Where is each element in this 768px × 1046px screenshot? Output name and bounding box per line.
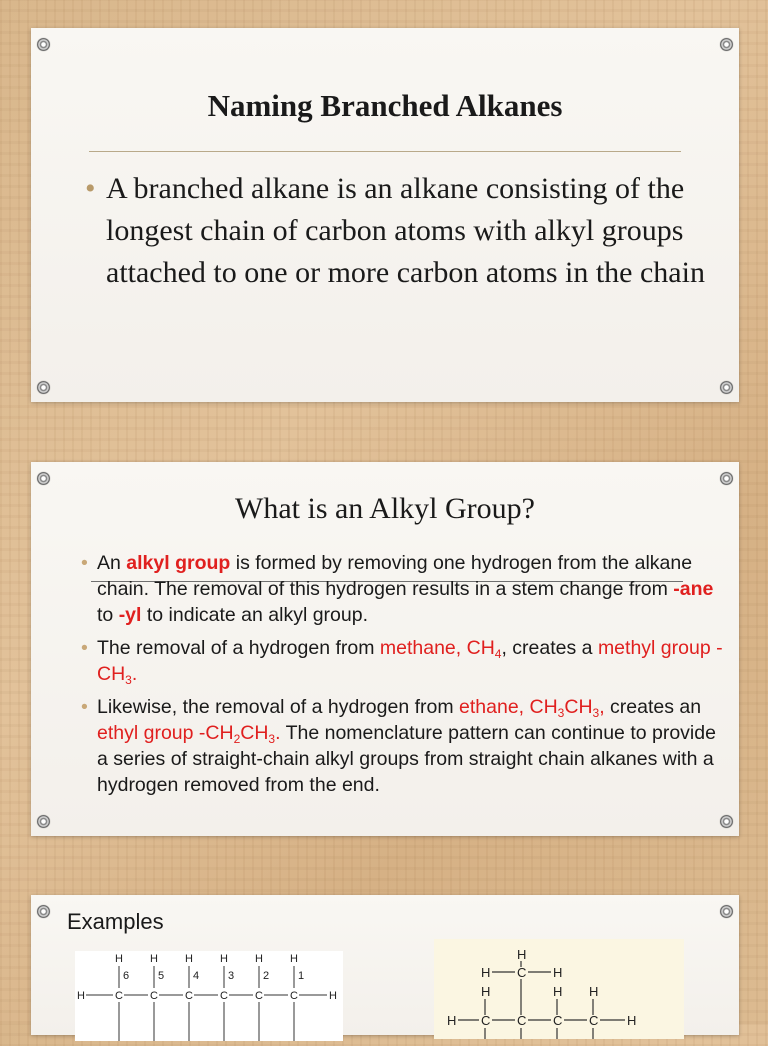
atom-c: C: [553, 1013, 563, 1028]
bullet-item: • An alkyl group is formed by removing one hydrogen from the alkane chain. The removal of this hydrogen results in a stem change from -ane to -yl to indicate an alkyl group.: [81, 552, 714, 626]
slide-naming-branched-alkanes: [31, 28, 739, 402]
atom-h: H: [553, 965, 563, 980]
slide-title: What is an Alkyl Group?: [235, 492, 535, 525]
term-alkyl-group: alkyl group: [126, 552, 231, 574]
carbon-number: 1: [298, 970, 305, 982]
atom-h: H: [447, 1013, 457, 1028]
carbon-number: 6: [123, 970, 130, 982]
atom-c: C: [255, 990, 263, 1002]
hexane-structure-svg: [75, 951, 343, 1041]
atom-c: C: [115, 990, 123, 1002]
atom-h: H: [185, 953, 193, 965]
term-ethyl-group: ethyl group $-CH_2CH_3$.: [97, 722, 281, 746]
atom-h: H: [517, 947, 527, 962]
pushpin-icon: [37, 38, 50, 51]
atom-c: C: [517, 965, 527, 980]
atom-c: C: [481, 1013, 491, 1028]
pushpin-icon: [37, 381, 50, 394]
atom-h: H: [553, 984, 563, 999]
atom-c: C: [150, 990, 158, 1002]
examples-label: Examples: [67, 909, 164, 934]
bullet-dot-icon: •: [81, 637, 88, 659]
suffix-ane: -ane: [673, 578, 714, 600]
branched-structure-svg: [434, 939, 684, 1039]
suffix-yl: -yl: [118, 604, 142, 626]
carbon-number: 2: [263, 970, 270, 982]
title-divider: [89, 151, 681, 152]
atom-h: H: [150, 953, 158, 965]
carbon-number: 4: [193, 970, 200, 982]
atom-h: H: [481, 965, 491, 980]
bullet-list: [81, 550, 731, 805]
bullet-dot-icon: •: [85, 172, 96, 205]
pushpin-icon: [720, 472, 733, 485]
hexane-structure-diagram: [75, 951, 343, 1041]
bullet-item: • The removal of a hydrogen from methane, $CH_4$, creates a methyl group $-CH_3$.: [81, 637, 723, 687]
atom-c: C: [589, 1013, 599, 1028]
atom-h: H: [255, 953, 263, 965]
carbon-number: 5: [158, 970, 165, 982]
term-methyl-group: methyl group $-CH_3$.: [97, 637, 723, 687]
atom-c: C: [517, 1013, 527, 1028]
pushpin-icon: [720, 905, 733, 918]
atom-h: H: [627, 1013, 637, 1028]
bullet-text: A branched alkane is an alkane consisting of the longest chain of carbon atoms with alkyl groups attached to one or more carbon atoms in the chain: [106, 172, 705, 289]
bullet-item: • Likewise, the removal of a hydrogen from ethane, $CH_3CH_3$, creates an ethyl group $-CH_2CH_3$. The nomenclature pattern can continue to provide a series of straight-chain alkyl groups from straight chain alkanes with a hydrogen removed from the end.: [81, 696, 716, 796]
atom-h: H: [77, 990, 85, 1002]
atom-h: H: [115, 953, 123, 965]
pushpin-icon: [720, 381, 733, 394]
bullet-item: [85, 168, 725, 294]
pushpin-icon: [720, 815, 733, 828]
slide-what-is-alkyl-group: [31, 462, 739, 836]
branched-alkane-structure-diagram: [434, 939, 684, 1039]
atom-c: C: [220, 990, 228, 1002]
pushpin-icon: [37, 905, 50, 918]
term-methane: methane, $CH_4$: [379, 637, 502, 661]
atom-h: H: [290, 953, 298, 965]
atom-h: H: [329, 990, 337, 1002]
atom-h: H: [220, 953, 228, 965]
bullet-dot-icon: •: [81, 552, 88, 574]
carbon-number: 3: [228, 970, 235, 982]
atom-h: H: [589, 984, 599, 999]
atom-c: C: [185, 990, 193, 1002]
slide-examples: [31, 895, 739, 1035]
pushpin-icon: [720, 38, 733, 51]
bullet-dot-icon: •: [81, 696, 88, 718]
term-ethane: ethane, $CH_3CH_3$,: [459, 696, 605, 720]
pushpin-icon: [37, 815, 50, 828]
atom-c: C: [290, 990, 298, 1002]
atom-h: H: [481, 984, 491, 999]
pushpin-icon: [37, 472, 50, 485]
slide-title: Naming Branched Alkanes: [207, 88, 563, 123]
